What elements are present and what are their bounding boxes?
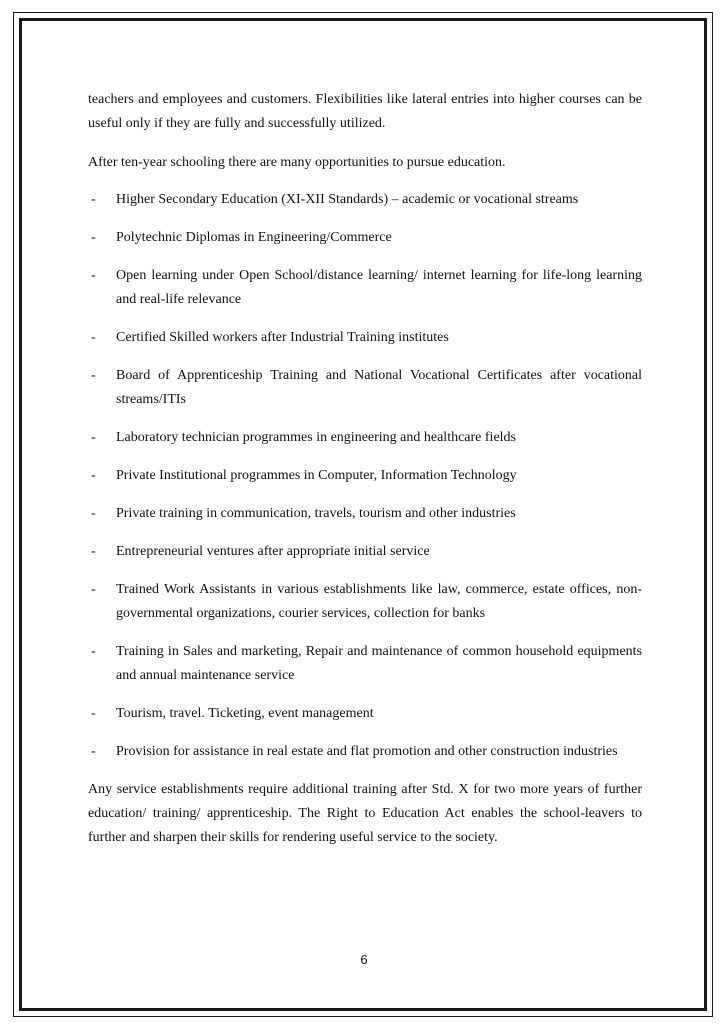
dash-bullet: -	[91, 192, 96, 207]
opportunities-list	[88, 188, 642, 764]
dash-bullet: -	[91, 230, 96, 245]
dash-bullet: -	[91, 706, 96, 721]
list-item-text: Open learning under Open School/distance learning/ internet learning for life-long learning and real-life relevance	[116, 268, 642, 307]
dash-bullet: -	[91, 468, 96, 483]
dash-bullet: -	[91, 582, 96, 597]
list-item-text: Entrepreneurial ventures after appropriate initial service	[116, 544, 430, 559]
page-content	[88, 88, 642, 865]
intro-paragraph: teachers and employees and customers. Flexibilities like lateral entries into higher courses can be useful only if they are fully and successfully utilized.	[88, 92, 642, 131]
list-item-text: Higher Secondary Education (XI-XII Standards) – academic or vocational streams	[116, 192, 579, 207]
list-item	[88, 426, 642, 450]
list-item-text: Training in Sales and marketing, Repair and maintenance of common household equipments and annual maintenance service	[116, 644, 642, 683]
list-item-text: Provision for assistance in real estate and flat promotion and other construction industries	[116, 744, 618, 759]
list-item-text: Certified Skilled workers after Industrial Training institutes	[116, 330, 449, 345]
list-item	[88, 364, 642, 412]
list-item-text: Private training in communication, travels, tourism and other industries	[116, 506, 516, 521]
list-item-text: Board of Apprenticeship Training and National Vocational Certificates after vocational streams/ITIs	[116, 368, 642, 407]
list-item	[88, 188, 642, 212]
list-item-text: Private Institutional programmes in Computer, Information Technology	[116, 468, 517, 483]
page-number: 6	[360, 952, 368, 967]
list-item-text: Tourism, travel. Ticketing, event management	[116, 706, 374, 721]
dash-bullet: -	[91, 744, 96, 759]
list-item	[88, 264, 642, 312]
list-item	[88, 740, 642, 764]
dash-bullet: -	[91, 368, 96, 383]
list-item-text: Polytechnic Diplomas in Engineering/Commerce	[116, 230, 392, 245]
list-item-text: Trained Work Assistants in various establishments like law, commerce, estate offices, non-governmental organizations, courier services, collection for banks	[116, 582, 642, 621]
list-item	[88, 702, 642, 726]
list-item-text: Laboratory technician programmes in engineering and healthcare fields	[116, 430, 516, 445]
lead-paragraph: After ten-year schooling there are many opportunities to pursue education.	[88, 155, 506, 170]
list-item	[88, 640, 642, 688]
list-item	[88, 226, 642, 250]
list-item	[88, 464, 642, 488]
list-item	[88, 540, 642, 564]
list-item	[88, 326, 642, 350]
list-item	[88, 578, 642, 626]
dash-bullet: -	[91, 644, 96, 659]
list-item	[88, 502, 642, 526]
dash-bullet: -	[91, 430, 96, 445]
dash-bullet: -	[91, 268, 96, 283]
dash-bullet: -	[91, 330, 96, 345]
dash-bullet: -	[91, 506, 96, 521]
dash-bullet: -	[91, 544, 96, 559]
closing-paragraph: Any service establishments require additional training after Std. X for two more years of further education/ training/ apprenticeship. The Right to Education Act enables the school-leavers to further and sharpen their skills for rendering useful service to the society.	[88, 782, 642, 845]
